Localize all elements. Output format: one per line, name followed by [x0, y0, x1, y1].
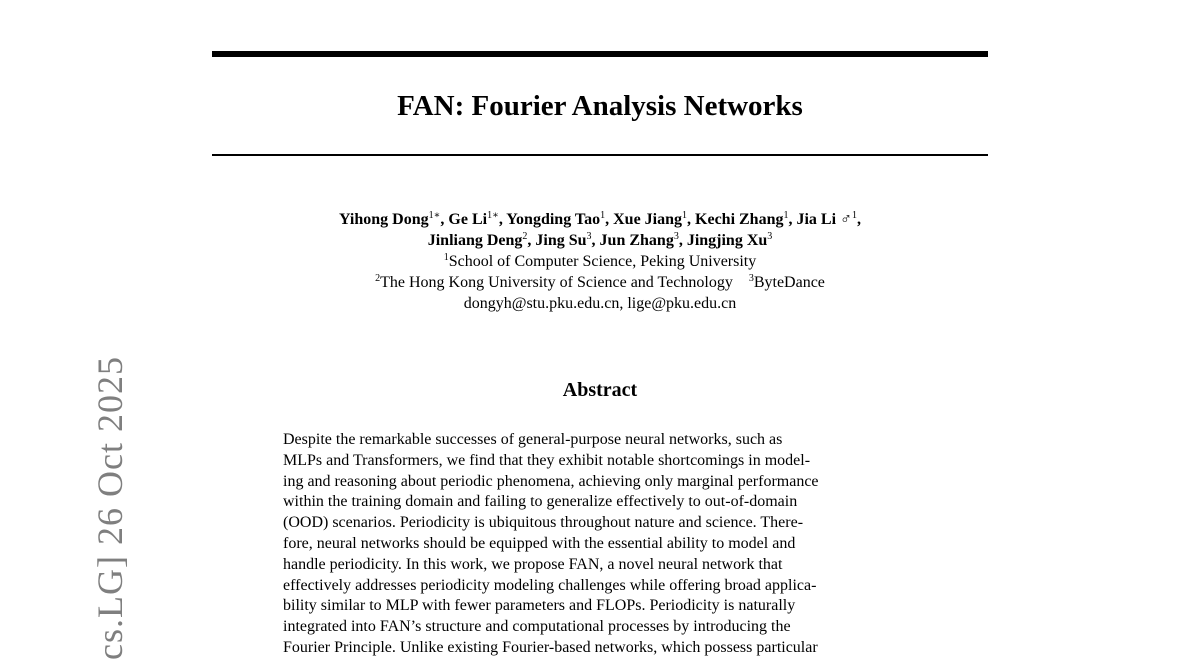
author-affiliation-marker: 2 — [522, 231, 528, 242]
author-affiliation-marker: 1 — [783, 210, 789, 221]
affiliation-3-text: ByteDance — [753, 274, 825, 291]
abstract-line: (OOD) scenarios. Periodicity is ubiquitous throughout nature and science. There- — [283, 514, 804, 532]
abstract-heading: Abstract — [562, 379, 638, 401]
author-emails: dongyh@stu.pku.edu.cn, lige@pku.edu.cn — [463, 295, 737, 312]
author-affiliation-marker: 3 — [673, 231, 679, 242]
abstract-line: ing and reasoning about periodic phenomena, achieving only marginal performance — [283, 472, 819, 490]
author-affiliation-marker: 1 — [852, 210, 858, 221]
affiliation-line-2 — [212, 272, 988, 293]
arxiv-stamp — [17, 330, 130, 660]
author-name: Ge Li — [448, 211, 488, 228]
abstract-line: bility similar to MLP with fewer parameters and FLOPs. Periodicity is naturally — [283, 597, 796, 615]
abstract-line: integrated into FAN’s structure and computational processes by introducing the — [283, 618, 791, 636]
affiliation-2-text: The Hong Kong University of Science and Technology — [380, 274, 733, 291]
affiliation-2-marker: 2 — [375, 273, 381, 284]
abstract-line: within the training domain and failing to generalize effectively to out-of-domain — [283, 493, 798, 511]
abstract-line: fore, neural networks should be equipped with the essential ability to model and — [283, 534, 796, 552]
author-name: Jia Li ♂ — [796, 211, 853, 228]
title-bottom-rule — [212, 154, 988, 156]
author-affiliation-marker: 1∗ — [487, 210, 499, 221]
author-affiliation-marker: 1 — [682, 210, 688, 221]
author-name: Yongding Tao — [506, 211, 601, 228]
affiliation-1-marker: 1 — [443, 252, 449, 263]
paper-title: FAN: Fourier Analysis Networks — [397, 90, 803, 122]
abstract-line: handle periodicity. In this work, we propose FAN, a novel neural network that — [283, 555, 783, 573]
abstract-line: effectively addresses periodicity modeling challenges while offering broad applica- — [283, 576, 817, 594]
affiliation-3-marker: 3 — [748, 273, 754, 284]
abstract-body — [283, 430, 918, 659]
author-name: Jun Zhang — [599, 232, 674, 249]
author-line-1: Yihong Dong$^{1∗}$, Ge $Li^{1∗}$, Yongding Tao$^1$, Xue Jiang$^1$, Kechi Zhang$^1$, Jia Li ♂$^1$, — [338, 210, 862, 228]
abstract-line: Despite the remarkable successes of general-purpose neural networks, such as — [283, 431, 783, 448]
author-line-2: Jinliang Deng$^2$, Jing Su$^3$, Jun Zhang$^3$, Jingjing Xu$^3$ — [427, 231, 773, 249]
arxiv-stamp-text: cs.LG] 26 Oct 2025 — [90, 356, 130, 660]
author-name: Kechi Zhang — [695, 211, 784, 228]
author-affiliation-marker: 3 — [767, 231, 773, 242]
author-name: Jinliang Deng — [427, 232, 523, 249]
author-block — [212, 209, 988, 314]
author-affiliation-marker: 3 — [586, 231, 592, 242]
author-name: Yihong Dong — [338, 211, 429, 228]
author-affiliation-marker: 1∗ — [428, 210, 441, 221]
title-top-rule — [212, 51, 988, 57]
abstract-line: Fourier Principle. Unlike existing Fourier-based networks, which possess particular — [283, 638, 818, 656]
affiliation-1-text: School of Computer Science, Peking University — [448, 253, 757, 270]
abstract-line: MLPs and Transformers, we find that they exhibit notable shortcomings in model- — [283, 451, 811, 469]
author-name: Jing Su — [535, 232, 587, 249]
affiliation-line-1 — [212, 251, 988, 272]
author-name: Xue Jiang — [613, 211, 683, 228]
author-affiliation-marker: 1 — [600, 210, 606, 221]
author-name: Jingjing Xu — [686, 232, 768, 249]
